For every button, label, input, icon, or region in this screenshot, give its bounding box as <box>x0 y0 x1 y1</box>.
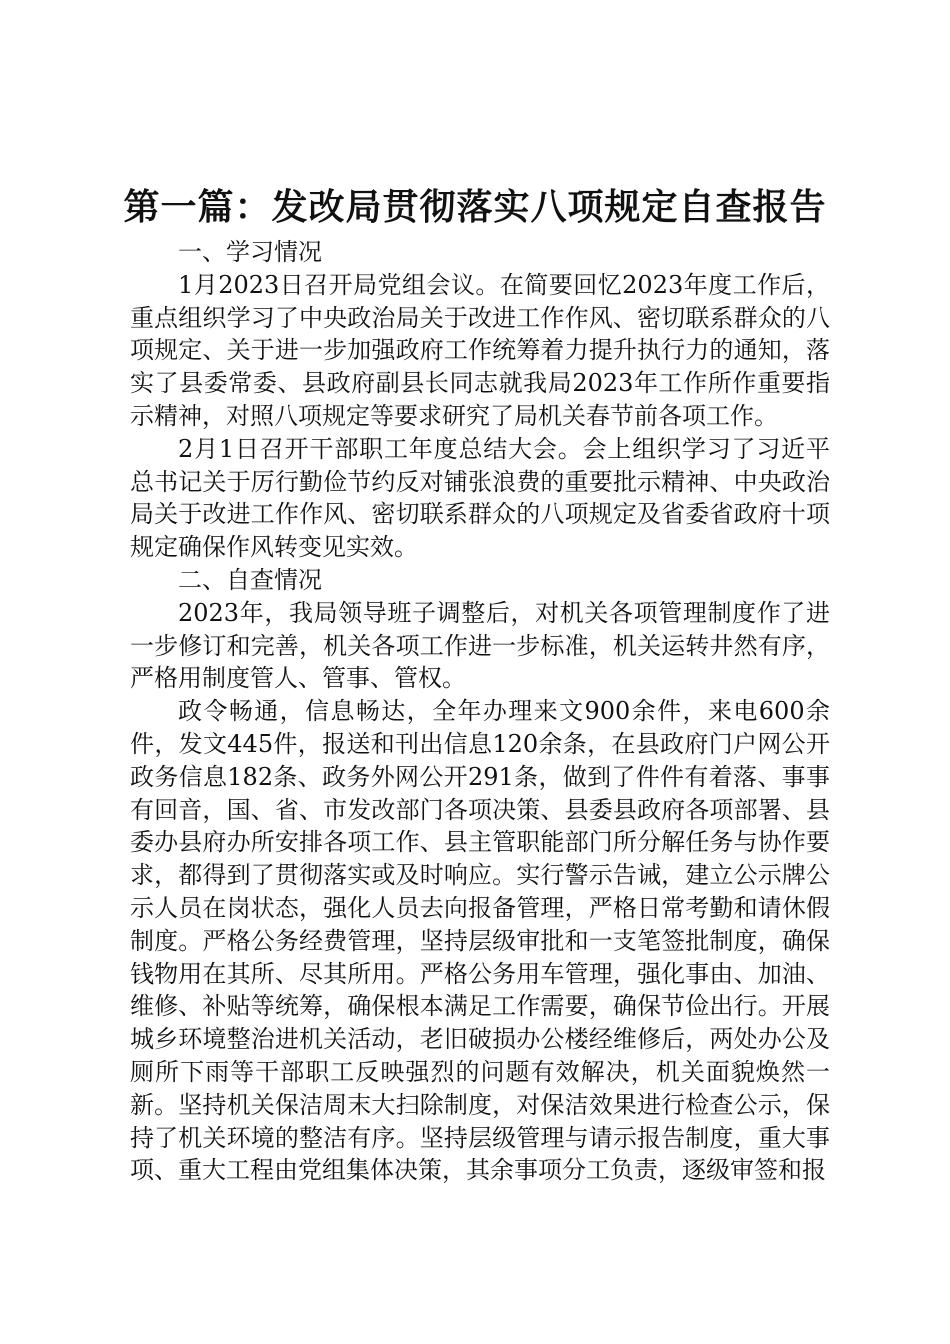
document-body <box>130 236 830 1187</box>
paragraph-system-revision: 2023年，我局领导班子调整后，对机关各项管理制度作了进一步修订和完善，机关各项工作进一步标准，机关运转井然有序，严格用制度管人、管事、管权。 <box>130 598 830 693</box>
paragraph-summary-meeting: 2月1日召开干部职工年度总结大会。会上组织学习了习近平总书记关于厉行勤俭节约反对铺张浪费的重要批示精神、中央政治局关于改进工作作风、密切联系群众的八项规定及省委省政府十项规定确保作风转变见实效。 <box>130 434 830 562</box>
paragraph-party-meeting: 1月2023日召开局党组会议。在简要回忆2023年度工作后，重点组织学习了中央政治局关于改进工作作风、密切联系群众的八项规定、关于进一步加强政府工作统筹着力提升执行力的通知，落实了县委常委、县政府副县长同志就我局2023年工作所作重要指示精神，对照八项规定等要求研究了局机关春节前各项工作。 <box>130 270 830 430</box>
document-title: 第一篇：发改局贯彻落实八项规定自查报告 <box>123 186 827 228</box>
section-heading-study: 一、学习情况 <box>178 238 322 266</box>
paragraph-work-details: 政令畅通，信息畅达，全年办理来文900余件，来电600余件，发文445件，报送和刊出信息120余条，在县政府门户网公开政务信息182条、政务外网公开291条，做到了件件有着落、事事有回音，国、省、市发改部门各项决策、县委县政府各项部署、县委办县府办所安排各项工作、县主管职能部门所分解任务与协作要求，都得到了贯彻落实或及时响应。实行警示告诫，建立公示牌公示人员在岗状态，强化人员去向报备管理，严格日常考勤和请休假制度。严格公务经费管理，坚持层级审批和一支笔签批制度，确保钱物用在其所、尽其所用。严格公务用车管理，强化事由、加油、维修、补贴等统筹，确保根本满足工作需要，确保节俭出行。开展城乡环境整治进机关活动，老旧破损办公楼经维修后，两处办公及厕所下雨等干部职工反映强烈的问题有效解决，机关面貌焕然一新。坚持机关保洁周末大扫除制度，对保洁效果进行检查公示，保持了机关环境的整洁有序。坚持层级管理与请示报告制度，重大事项、重大工程由党组集体决策，其余事项分工负责，逐级审签和报 <box>130 697 830 1185</box>
section-heading-self-check: 二、自查情况 <box>178 565 322 594</box>
